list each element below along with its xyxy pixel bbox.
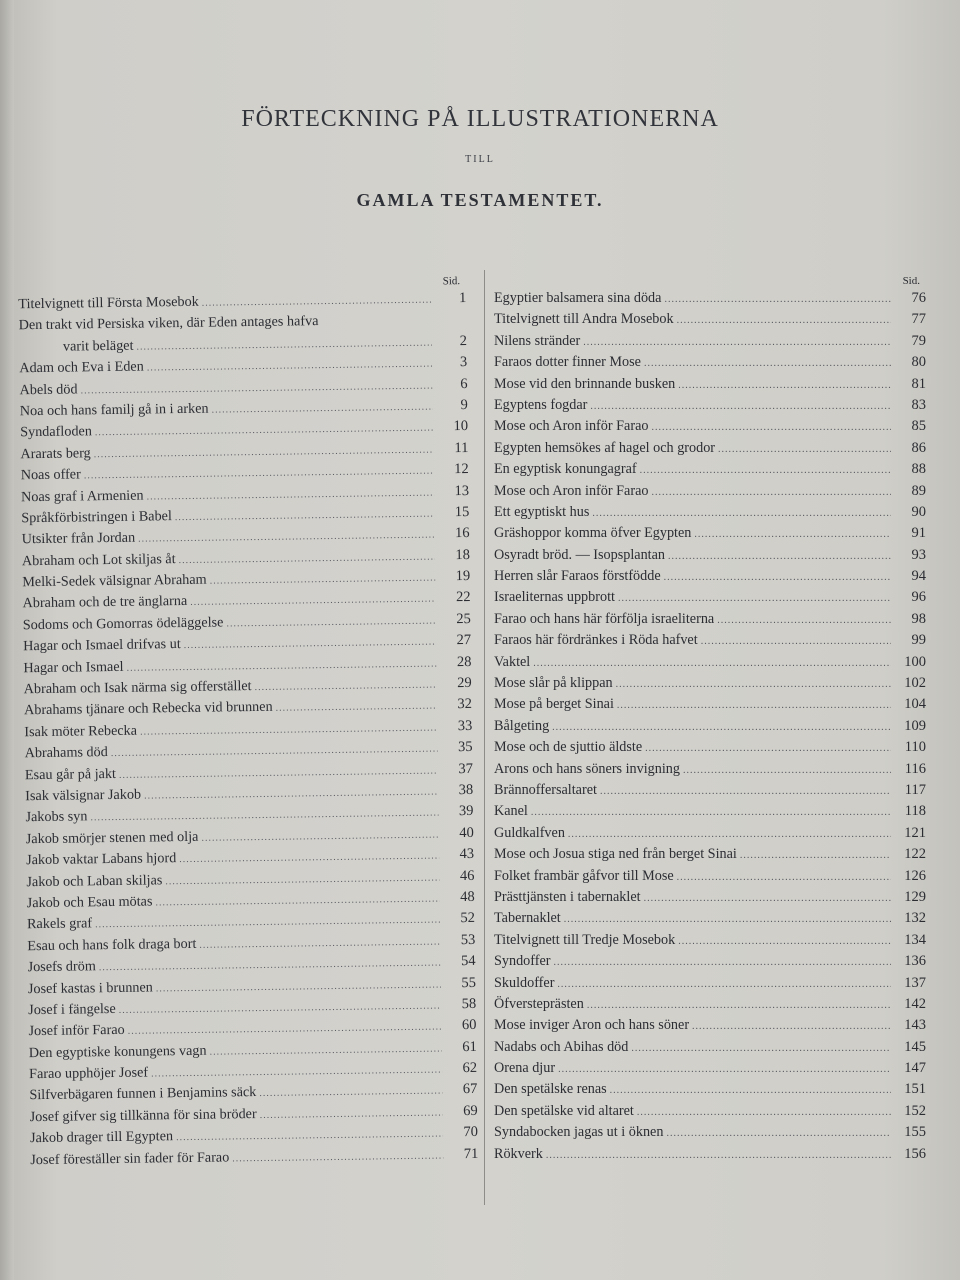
entry-page-number: 48 bbox=[460, 888, 475, 906]
dot-leader bbox=[678, 375, 891, 396]
entry-title: Öfversteprästen bbox=[494, 995, 584, 1012]
entry-title: Ett egyptiskt hus bbox=[494, 503, 590, 520]
dot-leader bbox=[275, 696, 437, 720]
entry-title: Jakobs syn bbox=[25, 808, 88, 826]
entry-page-number: 13 bbox=[454, 482, 470, 499]
entry-title: Faraos dotter finner Mose bbox=[494, 354, 641, 371]
entry-title: Mose och Aron inför Farao bbox=[494, 418, 649, 435]
entry-page-number: 25 bbox=[456, 610, 471, 628]
entry-page-number: 54 bbox=[460, 953, 476, 970]
dot-leader bbox=[644, 888, 891, 909]
entry-title: Titelvignett till Tredje Mosebok bbox=[494, 931, 676, 948]
dot-leader bbox=[640, 460, 891, 481]
entry-title: Utsikter från Jordan bbox=[21, 529, 136, 548]
dot-leader bbox=[531, 802, 891, 823]
dot-leader bbox=[651, 417, 891, 438]
left-column bbox=[18, 274, 478, 1171]
left-entry-list bbox=[18, 288, 478, 1171]
dot-leader bbox=[666, 1123, 891, 1144]
entry-page-number: 126 bbox=[904, 867, 926, 884]
entry-page-number: 132 bbox=[904, 910, 926, 927]
dot-leader bbox=[254, 674, 436, 698]
entry-title: Guldkalfven bbox=[494, 824, 565, 841]
entry-title: Sodoms och Gomorras ödeläggelse bbox=[22, 614, 224, 634]
entry-page-number: 81 bbox=[911, 375, 926, 392]
dot-leader bbox=[260, 1102, 443, 1126]
entry-title: Orena djur bbox=[494, 1060, 556, 1077]
dot-leader bbox=[232, 1145, 443, 1169]
entry-page-number: 35 bbox=[457, 739, 473, 756]
entry-page-number: 83 bbox=[911, 396, 926, 413]
entry-title: Titelvignett till Andra Mosebok bbox=[494, 311, 674, 328]
entry-title: Hagar och Ismael drifvas ut bbox=[23, 636, 181, 655]
entry-page-number: 62 bbox=[462, 1059, 478, 1077]
entry-page-number: 43 bbox=[459, 846, 475, 863]
entry-title: Farao och hans här förfölja israeliterna bbox=[494, 610, 715, 627]
entry-title: Den spetälske vid altaret bbox=[494, 1102, 634, 1119]
entry-title: Bålgeting bbox=[494, 717, 550, 734]
entry-title: Osyradt bröd. — Isopsplantan bbox=[494, 546, 666, 563]
entry-title: Egyptens fogdar bbox=[494, 396, 588, 413]
entry-page-number: 77 bbox=[911, 311, 926, 328]
entry-title: Josef inför Farao bbox=[28, 1022, 125, 1040]
entry-page-number: 117 bbox=[904, 781, 926, 798]
dot-leader bbox=[583, 332, 891, 353]
entry-title: Josef kastas i brunnen bbox=[27, 978, 153, 997]
entry-page-number: 69 bbox=[463, 1102, 478, 1119]
entry-title: Mose och Josua stiga ned från berget Sinai bbox=[494, 846, 737, 863]
right-column bbox=[494, 274, 926, 1165]
dot-leader bbox=[617, 695, 891, 716]
dot-leader bbox=[564, 909, 891, 930]
illustration-entry bbox=[494, 951, 926, 972]
illustration-entry bbox=[494, 545, 926, 566]
entry-title: Josef i fängelse bbox=[28, 1000, 116, 1019]
illustration-entry bbox=[494, 1037, 926, 1058]
dot-leader bbox=[259, 1081, 442, 1105]
dot-leader bbox=[211, 396, 433, 420]
dot-leader bbox=[677, 867, 891, 888]
illustration-entry bbox=[494, 352, 926, 373]
illustration-entry bbox=[494, 416, 926, 437]
entry-page-number: 142 bbox=[904, 995, 926, 1012]
entry-title: Gräshoppor komma öfver Egypten bbox=[494, 525, 692, 542]
entry-page-number: 29 bbox=[457, 674, 472, 692]
illustration-entry bbox=[494, 374, 926, 395]
entry-page-number: 137 bbox=[904, 974, 926, 991]
entry-page-number: 70 bbox=[463, 1124, 479, 1141]
illustration-entry bbox=[494, 1122, 926, 1143]
illustration-entry bbox=[494, 908, 926, 929]
dot-leader bbox=[740, 845, 891, 866]
illustration-entry bbox=[494, 331, 926, 352]
entry-title: Mose inviger Aron och hans söner bbox=[494, 1017, 690, 1034]
entry-page-number: 27 bbox=[456, 632, 472, 649]
entry-title: Egyptier balsamera sina döda bbox=[494, 290, 662, 306]
dot-leader bbox=[557, 974, 891, 995]
entry-title: Isak möter Rebecka bbox=[24, 722, 138, 741]
entry-page-number: 79 bbox=[911, 332, 926, 349]
dot-leader bbox=[631, 1038, 891, 1059]
dot-leader bbox=[678, 931, 891, 952]
entry-page-number: 116 bbox=[904, 760, 926, 777]
entry-title: Mose och Aron inför Farao bbox=[494, 482, 649, 499]
entry-page-number: 145 bbox=[904, 1038, 926, 1055]
entry-page-number: 90 bbox=[911, 503, 926, 520]
entry-title: Silfverbägaren funnen i Benjamins säck bbox=[29, 1084, 257, 1104]
page-subtitle: GAMLA TESTAMENTET. bbox=[356, 190, 604, 210]
column-divider bbox=[484, 270, 485, 1205]
entry-title: Mose och de sjuttio äldste bbox=[494, 739, 643, 756]
entry-title: Faraos här fördränkes i Röda hafvet bbox=[494, 632, 698, 649]
page-title: FÖRTECKNING PÅ ILLUSTRATIONERNA bbox=[241, 106, 719, 132]
illustration-entry bbox=[494, 866, 926, 887]
entry-page-number: 71 bbox=[463, 1145, 479, 1162]
illustration-entry bbox=[494, 1079, 926, 1100]
entry-title: Abraham och de tre änglarna bbox=[22, 593, 188, 612]
illustration-entry bbox=[494, 438, 926, 459]
illustration-entry bbox=[494, 973, 926, 994]
entry-title: Melki-Sedek välsignar Abraham bbox=[22, 571, 207, 591]
entry-title: Abrahams tjänare och Rebecka vid brunnen bbox=[23, 699, 273, 719]
entry-title: Jakob och Laban skiljas bbox=[26, 871, 163, 890]
entry-page-number: 122 bbox=[904, 846, 926, 863]
entry-page-number: 33 bbox=[457, 717, 473, 734]
illustration-entry bbox=[494, 309, 926, 330]
entry-title: varit beläget bbox=[62, 337, 134, 355]
dot-leader bbox=[664, 289, 891, 310]
dot-leader bbox=[552, 717, 891, 738]
entry-page-number: 151 bbox=[904, 1081, 926, 1098]
entry-title: Jakob drager till Egypten bbox=[29, 1128, 174, 1147]
dot-leader bbox=[668, 546, 891, 567]
dot-leader bbox=[590, 396, 891, 417]
entry-title: Den trakt vid Persiska viken, där Eden antages hafva bbox=[18, 313, 319, 334]
entry-title: Nadabs och Abihas död bbox=[494, 1038, 629, 1055]
dot-leader bbox=[677, 310, 891, 331]
entry-page-number: 16 bbox=[455, 525, 470, 542]
entry-page-number: 121 bbox=[904, 824, 926, 841]
illustration-entry bbox=[494, 1101, 926, 1122]
entry-title: Egypten hemsökes af hagel och grodor bbox=[494, 439, 716, 456]
dot-leader bbox=[226, 610, 436, 634]
entry-title: Josefs dröm bbox=[27, 958, 96, 976]
dot-leader bbox=[694, 524, 891, 545]
entry-page-number: 155 bbox=[904, 1124, 926, 1141]
entry-title: Kanel bbox=[494, 803, 528, 820]
entry-page-number: 109 bbox=[904, 717, 926, 734]
illustration-entry bbox=[494, 652, 926, 673]
dot-leader bbox=[592, 503, 891, 524]
illustration-entry bbox=[494, 994, 926, 1015]
illustration-entry bbox=[494, 395, 926, 416]
entry-title: Esau går på jakt bbox=[24, 765, 117, 783]
entry-title: Adam och Eva i Eden bbox=[19, 358, 144, 377]
dot-leader bbox=[546, 1145, 891, 1166]
entry-page-number: 98 bbox=[911, 610, 926, 627]
entry-title: Isak välsignar Jakob bbox=[25, 786, 142, 805]
illustration-entry bbox=[494, 823, 926, 844]
entry-page-number: 38 bbox=[458, 781, 474, 799]
dot-leader bbox=[645, 738, 891, 759]
dot-leader bbox=[618, 588, 891, 609]
entry-title: Rakels graf bbox=[26, 915, 93, 933]
dot-leader bbox=[717, 610, 891, 631]
entry-title: Abraham och Isak närma sig offerstället bbox=[23, 678, 252, 698]
entry-title: Jakob vaktar Labans hjord bbox=[26, 850, 177, 869]
entry-page-number: 134 bbox=[904, 931, 926, 948]
entry-page-number: 85 bbox=[911, 418, 926, 435]
entry-page-number: 156 bbox=[904, 1145, 926, 1162]
entry-title: Syndoffer bbox=[494, 953, 551, 970]
dot-leader bbox=[533, 653, 891, 674]
entry-title: Brännoffersaltaret bbox=[494, 781, 597, 798]
illustration-entry bbox=[494, 780, 926, 801]
dot-leader bbox=[651, 482, 891, 503]
entry-page-number: 55 bbox=[461, 974, 477, 991]
illustration-entry bbox=[494, 1144, 926, 1165]
entry-page-number: 147 bbox=[904, 1060, 926, 1077]
dot-leader bbox=[616, 674, 891, 695]
entry-page-number: 22 bbox=[455, 589, 471, 606]
entry-page-number: 102 bbox=[904, 675, 926, 692]
entry-page-number: 19 bbox=[455, 568, 471, 585]
entry-title: Josef gifver sig tillkänna för sina bröder bbox=[29, 1105, 257, 1126]
entry-page-number: 6 bbox=[460, 375, 468, 392]
entry-page-number: 53 bbox=[460, 931, 476, 948]
illustration-entry bbox=[494, 459, 926, 480]
entry-page-number: 80 bbox=[911, 354, 926, 371]
dot-leader bbox=[637, 1102, 891, 1123]
entry-title: Abels död bbox=[19, 380, 78, 398]
dot-leader bbox=[610, 1080, 891, 1101]
illustration-entry bbox=[494, 930, 926, 951]
entry-title: Hagar och Ismael bbox=[23, 658, 124, 676]
dot-leader bbox=[718, 439, 891, 460]
illustration-entry bbox=[494, 587, 926, 608]
entry-title: Rökverk bbox=[494, 1145, 543, 1162]
dot-leader bbox=[202, 289, 432, 314]
entry-page-number: 1 bbox=[458, 289, 467, 307]
dot-leader bbox=[692, 1016, 891, 1037]
entry-page-number: 10 bbox=[453, 418, 469, 435]
entry-title: Esau och hans folk draga bort bbox=[27, 935, 197, 954]
entry-title: Herren slår Faraos förstfödde bbox=[494, 568, 661, 585]
right-entry-list bbox=[494, 288, 926, 1165]
entry-page-number: 32 bbox=[457, 696, 473, 713]
entry-page-number: 86 bbox=[911, 439, 926, 456]
dot-leader bbox=[587, 995, 891, 1016]
entry-page-number: 143 bbox=[904, 1017, 926, 1034]
entry-title: Mose på berget Sinai bbox=[494, 696, 614, 713]
illustration-entry bbox=[494, 759, 926, 780]
entry-title: Syndafloden bbox=[20, 423, 92, 441]
entry-title: Noas graf i Armenien bbox=[20, 487, 144, 505]
entry-title: Josef föreställer sin fader för Farao bbox=[30, 1149, 230, 1168]
entry-title: En egyptisk konungagraf bbox=[494, 461, 637, 478]
entry-page-number: 52 bbox=[460, 910, 476, 927]
entry-title: Jakob och Esau mötas bbox=[26, 893, 153, 912]
entry-title: Folket frambär gåfvor till Mose bbox=[494, 867, 674, 884]
illustration-entry bbox=[494, 887, 926, 908]
entry-title: Tabernaklet bbox=[494, 910, 561, 927]
dot-leader bbox=[600, 781, 891, 802]
illustration-entry bbox=[494, 1015, 926, 1036]
dot-leader bbox=[322, 324, 432, 326]
dot-leader bbox=[683, 760, 891, 781]
entry-page-number: 136 bbox=[904, 953, 926, 970]
entry-title: Jakob smörjer stenen med olja bbox=[25, 828, 199, 847]
entry-page-number: 91 bbox=[911, 525, 926, 542]
entry-title: Nilens stränder bbox=[494, 332, 581, 349]
illustration-entry bbox=[494, 609, 926, 630]
dot-leader bbox=[701, 631, 891, 652]
entry-title: Den spetälske renas bbox=[494, 1081, 607, 1098]
entry-title: Abraham och Lot skiljas åt bbox=[21, 550, 176, 569]
title-connector: TILL bbox=[465, 154, 495, 165]
entry-title: Israeliternas uppbrott bbox=[494, 589, 615, 606]
entry-title: Arons och hans söners invigning bbox=[494, 760, 680, 777]
entry-page-number: 46 bbox=[459, 867, 475, 884]
illustration-entry bbox=[494, 502, 926, 523]
entry-title: Farao upphöjer Josef bbox=[29, 1064, 149, 1083]
entry-title: Noa och hans familj gå in i arken bbox=[19, 400, 209, 420]
entry-page-number: 76 bbox=[911, 290, 926, 306]
entry-page-number: 152 bbox=[904, 1102, 926, 1119]
entry-page-number: 104 bbox=[904, 696, 926, 713]
entry-title: Syndabocken jagas ut i öknen bbox=[494, 1124, 664, 1141]
entry-page-number: 28 bbox=[456, 653, 472, 670]
illustration-entry bbox=[494, 844, 926, 865]
illustration-entry bbox=[494, 716, 926, 737]
dot-leader bbox=[644, 353, 891, 374]
entry-page-number: 9 bbox=[460, 396, 468, 414]
entry-page-number: 15 bbox=[454, 503, 470, 521]
entry-page-number: 94 bbox=[911, 568, 926, 585]
entry-title: Prästtjänsten i tabernaklet bbox=[494, 888, 641, 905]
dot-leader bbox=[664, 567, 891, 588]
entry-page-number: 129 bbox=[904, 888, 926, 905]
page-column-header: Sid. bbox=[902, 275, 920, 287]
dot-leader bbox=[553, 952, 891, 973]
entry-title: Titelvignett till Första Mosebok bbox=[18, 293, 199, 313]
entry-page-number: 100 bbox=[904, 653, 926, 670]
entry-page-number: 39 bbox=[458, 803, 474, 820]
illustration-entry bbox=[494, 673, 926, 694]
entry-page-number: 60 bbox=[461, 1017, 477, 1034]
entry-title: Ararats berg bbox=[20, 444, 91, 462]
entry-page-number: 58 bbox=[461, 995, 477, 1013]
entry-title: Mose slår på klippan bbox=[494, 675, 613, 692]
entry-title: Skuldoffer bbox=[494, 974, 555, 991]
entry-title: Noas offer bbox=[20, 466, 81, 484]
entry-page-number: 11 bbox=[454, 439, 469, 456]
illustration-entry bbox=[494, 801, 926, 822]
entry-page-number: 110 bbox=[904, 739, 926, 756]
entry-page-number: 88 bbox=[911, 461, 926, 478]
illustration-entry bbox=[494, 523, 926, 544]
entry-title: Mose vid den brinnande busken bbox=[494, 375, 676, 392]
entry-page-number: 18 bbox=[455, 546, 471, 563]
illustration-entry bbox=[494, 481, 926, 502]
entry-page-number: 99 bbox=[911, 632, 926, 649]
entry-page-number: 118 bbox=[904, 803, 926, 820]
dot-leader bbox=[558, 1059, 891, 1080]
entry-title: Abrahams död bbox=[24, 744, 108, 762]
entry-page-number: 12 bbox=[454, 461, 469, 478]
entry-page-number: 40 bbox=[459, 824, 474, 841]
entry-page-number: 93 bbox=[911, 546, 926, 563]
illustration-entry bbox=[494, 694, 926, 715]
illustration-entry bbox=[494, 630, 926, 651]
page-column-header: Sid. bbox=[442, 275, 461, 288]
entry-page-number: 37 bbox=[458, 760, 474, 777]
illustration-entry bbox=[494, 288, 926, 309]
entry-title: Den egyptiske konungens vagn bbox=[28, 1042, 207, 1061]
entry-title: Vaktel bbox=[494, 653, 531, 670]
entry-title: Språkförbistringen i Babel bbox=[21, 508, 172, 527]
entry-page-number: 3 bbox=[459, 354, 468, 371]
dot-leader bbox=[568, 824, 891, 845]
entry-page-number: 89 bbox=[911, 482, 926, 499]
entry-page-number: 67 bbox=[462, 1081, 478, 1098]
entry-page-number: 61 bbox=[462, 1038, 477, 1055]
entry-page-number: 96 bbox=[911, 589, 926, 606]
illustration-entry bbox=[494, 1058, 926, 1079]
illustration-entry bbox=[494, 566, 926, 587]
entry-page-number: 2 bbox=[459, 332, 468, 349]
illustration-entry bbox=[494, 737, 926, 758]
